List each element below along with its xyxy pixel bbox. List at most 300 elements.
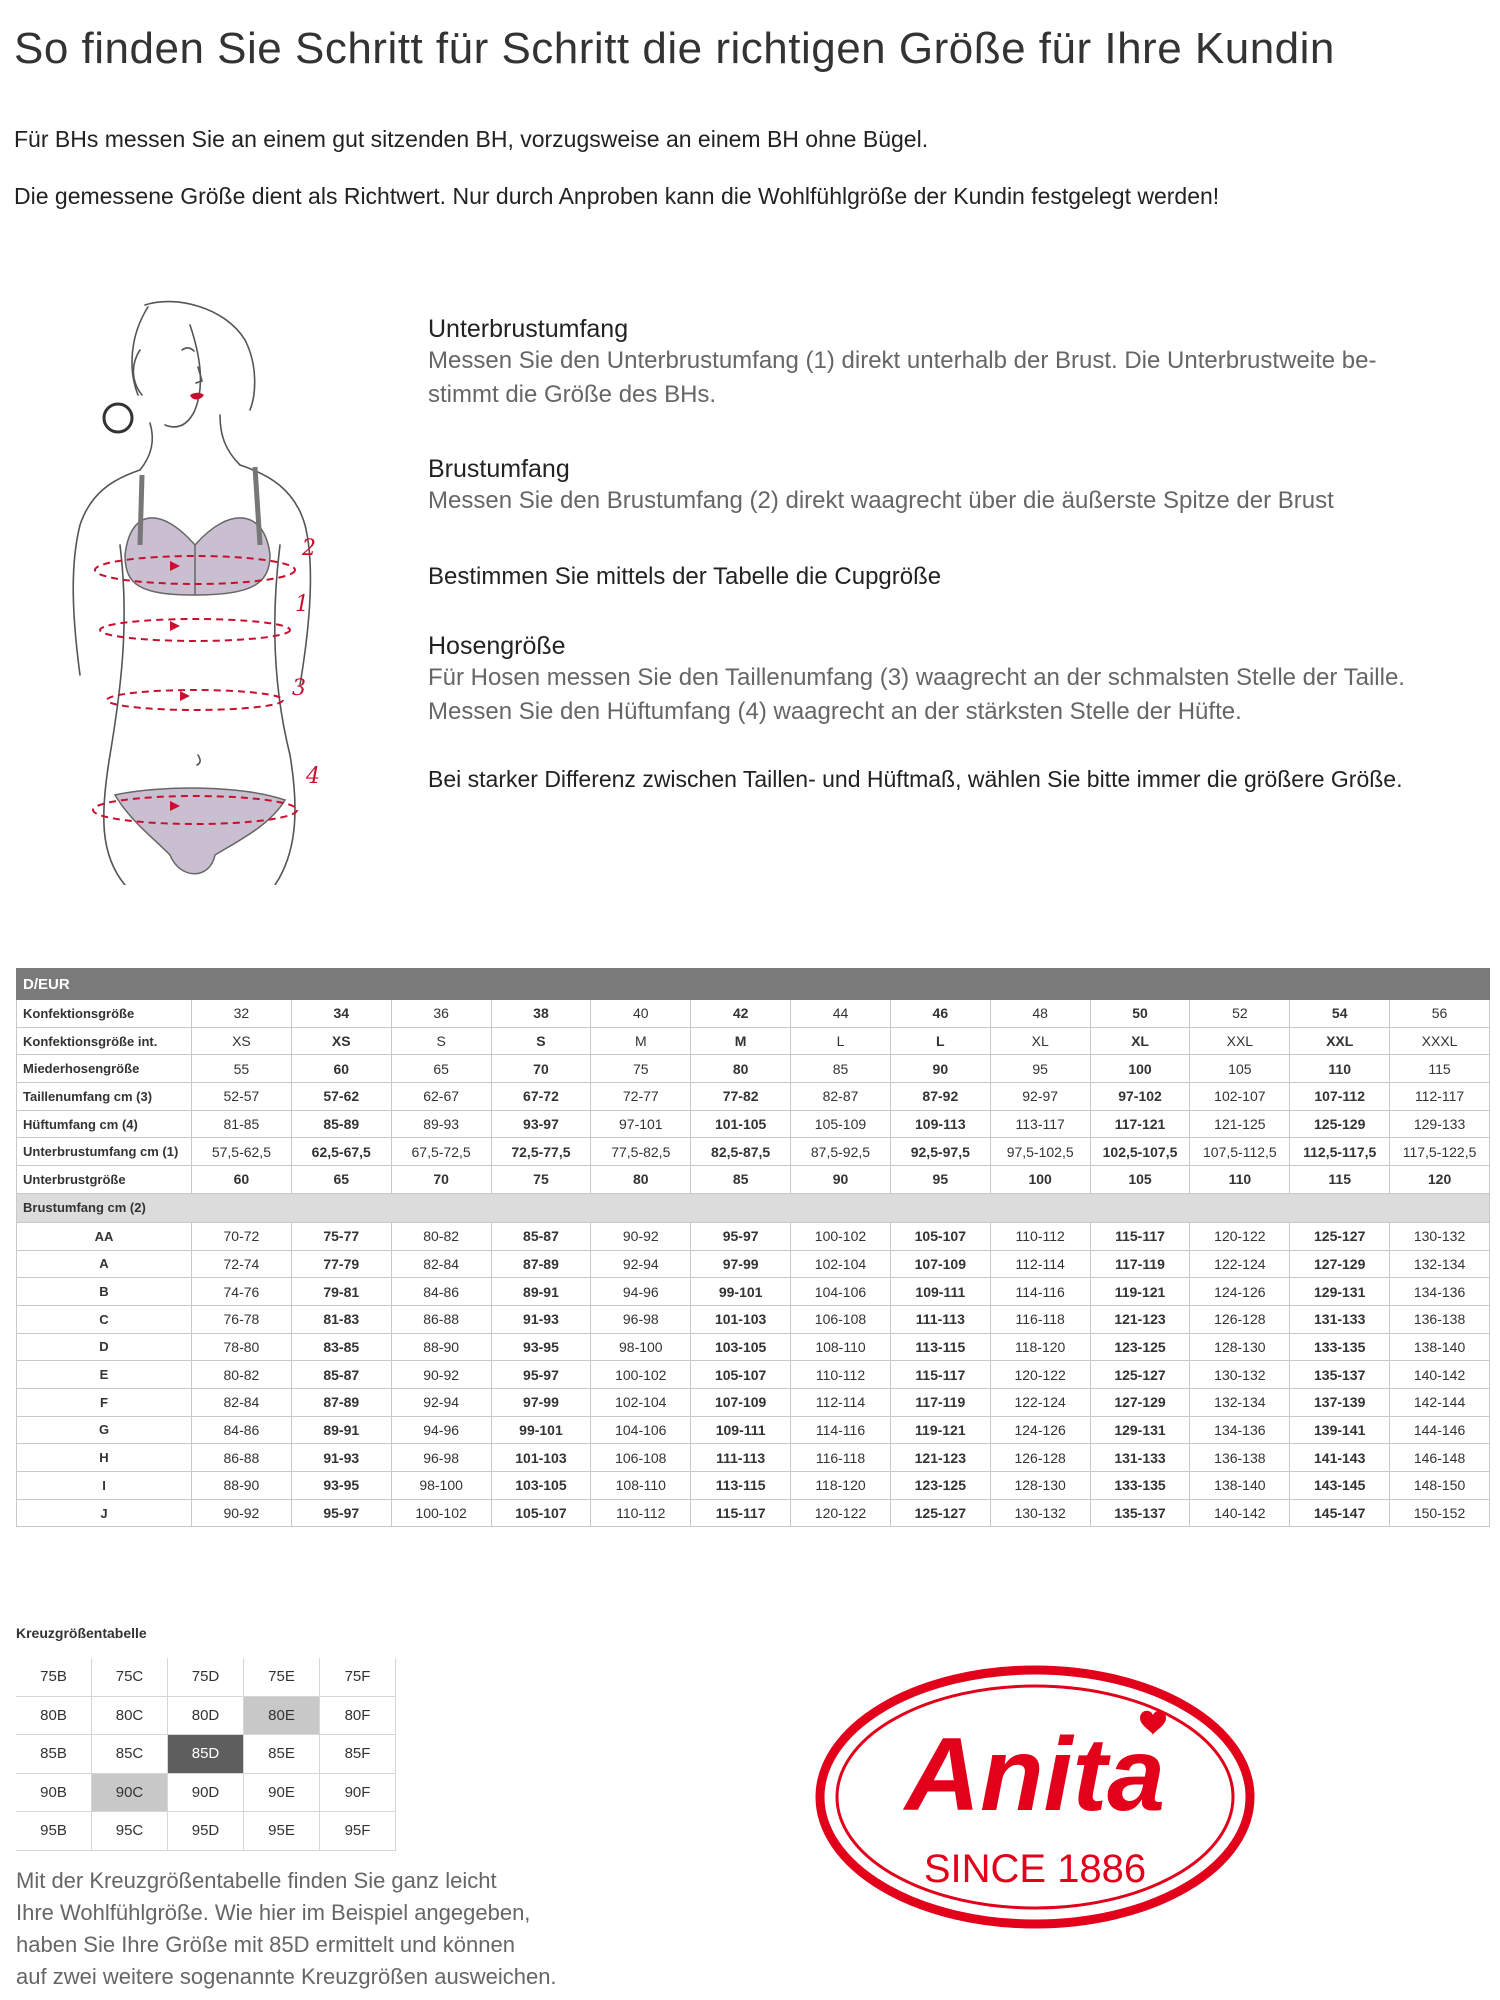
table-cell: 133-135 xyxy=(1090,1472,1190,1500)
table-cell: 118-120 xyxy=(791,1472,891,1500)
table-cell: 109-113 xyxy=(890,1110,990,1138)
table-cell: 100-102 xyxy=(591,1361,691,1389)
table-cell: 32 xyxy=(192,1000,292,1028)
table-cell: 82-84 xyxy=(391,1250,491,1278)
table-cell: 83-85 xyxy=(291,1333,391,1361)
cup-label: I xyxy=(17,1472,192,1500)
page-title: So finden Sie Schritt für Schritt die richtigen Größe für Ihre Kundin xyxy=(14,24,1335,73)
table-cell: 129-133 xyxy=(1390,1110,1490,1138)
table-cell: 104-106 xyxy=(791,1278,891,1306)
table-cell: 90-92 xyxy=(391,1361,491,1389)
table-cell: 93-95 xyxy=(491,1333,591,1361)
kreuz-table xyxy=(16,1658,396,1851)
table-cell: 107-109 xyxy=(890,1250,990,1278)
table-cell: 122-124 xyxy=(1190,1250,1290,1278)
table-cell: 143-145 xyxy=(1290,1472,1390,1500)
table-cell: 110 xyxy=(1290,1055,1390,1083)
table-cell: 92,5-97,5 xyxy=(890,1138,990,1166)
kreuz-cell: 90B xyxy=(16,1773,92,1812)
table-cell: 128-130 xyxy=(990,1472,1090,1500)
table-cell: 86-88 xyxy=(192,1444,292,1472)
table-cell: 112-114 xyxy=(990,1250,1090,1278)
row-label: Konfektionsgröße xyxy=(17,1000,192,1028)
table-cell: 54 xyxy=(1290,1000,1390,1028)
table-cell: 67-72 xyxy=(491,1083,591,1111)
table-cell: 70 xyxy=(391,1166,491,1194)
kreuz-cell: 75C xyxy=(92,1658,168,1696)
table-header-row xyxy=(17,969,1490,1000)
table-cell: 50 xyxy=(1090,1000,1190,1028)
table-cell: 117-119 xyxy=(890,1388,990,1416)
table-cell: XXL xyxy=(1290,1027,1390,1055)
table-cell: 80 xyxy=(691,1055,791,1083)
table-cell: 107-109 xyxy=(691,1388,791,1416)
table-cell: 101-103 xyxy=(691,1305,791,1333)
table-row xyxy=(17,1083,1490,1111)
kreuz-row xyxy=(16,1812,396,1851)
table-cell: 101-103 xyxy=(491,1444,591,1472)
table-cell: 105-107 xyxy=(491,1499,591,1527)
table-row xyxy=(17,1166,1490,1194)
table-cell: 115-117 xyxy=(1090,1222,1190,1250)
table-cell: 118-120 xyxy=(990,1333,1090,1361)
table-cell: S xyxy=(491,1027,591,1055)
table-cell: 136-138 xyxy=(1390,1305,1490,1333)
table-cell: 80-82 xyxy=(391,1222,491,1250)
table-cell: 46 xyxy=(890,1000,990,1028)
table-cell: 84-86 xyxy=(391,1278,491,1306)
underbust-heading: Unterbrustumfang xyxy=(428,315,629,343)
table-cell: 144-146 xyxy=(1390,1416,1490,1444)
table-cell: 126-128 xyxy=(990,1444,1090,1472)
pants-heading: Hosengröße xyxy=(428,632,566,660)
table-cell: 140-142 xyxy=(1390,1361,1490,1389)
table-cell: 40 xyxy=(591,1000,691,1028)
table-cell: 114-116 xyxy=(791,1416,891,1444)
table-cell: 112-114 xyxy=(791,1388,891,1416)
cup-label: E xyxy=(17,1361,192,1389)
table-cell: 120-122 xyxy=(990,1361,1090,1389)
pants-text-1: Für Hosen messen Sie den Taillenumfang (3) waagrecht an der schmalsten Stelle der Taille. xyxy=(428,664,1405,691)
cup-label: J xyxy=(17,1499,192,1527)
table-cell: 124-126 xyxy=(990,1416,1090,1444)
table-cell: M xyxy=(591,1027,691,1055)
table-cell: 97-101 xyxy=(591,1110,691,1138)
table-cell: 126-128 xyxy=(1190,1305,1290,1333)
kreuz-row xyxy=(16,1773,396,1812)
cup-row xyxy=(17,1305,1490,1333)
table-cell: 120-122 xyxy=(1190,1222,1290,1250)
bra-shape xyxy=(125,467,270,595)
table-cell: 114-116 xyxy=(990,1278,1090,1306)
underbust-text-2: stimmt die Größe des BHs. xyxy=(428,381,717,408)
table-cell: 85 xyxy=(791,1055,891,1083)
bust-heading: Brustumfang xyxy=(428,455,570,483)
table-cell: 80 xyxy=(591,1166,691,1194)
kreuz-cell: 85F xyxy=(320,1735,396,1774)
table-cell: 132-134 xyxy=(1190,1388,1290,1416)
row-label: Unterbrustumfang cm (1) xyxy=(17,1138,192,1166)
table-cell: 116-118 xyxy=(990,1305,1090,1333)
row-label: Unterbrustgröße xyxy=(17,1166,192,1194)
pants-section xyxy=(428,632,1478,729)
kreuz-text-line-3: haben Sie Ihre Größe mit 85D ermittelt und können xyxy=(16,1932,515,1957)
table-cell: 100-102 xyxy=(791,1222,891,1250)
table-cell: 70 xyxy=(491,1055,591,1083)
cup-label: A xyxy=(17,1250,192,1278)
table-cell: 92-94 xyxy=(591,1250,691,1278)
intro-line-1: Für BHs messen Sie an einem gut sitzenden BH, vorzugsweise an einem BH ohne Bügel. xyxy=(14,126,929,152)
bust-header: Brustumfang cm (2) xyxy=(17,1193,1490,1222)
table-cell: 86-88 xyxy=(391,1305,491,1333)
table-cell: 81-83 xyxy=(291,1305,391,1333)
cup-label: C xyxy=(17,1305,192,1333)
table-cell: 113-115 xyxy=(890,1333,990,1361)
table-cell: 52 xyxy=(1190,1000,1290,1028)
table-cell: 103-105 xyxy=(491,1472,591,1500)
kreuz-cell: 90C xyxy=(92,1773,168,1812)
table-cell: 124-126 xyxy=(1190,1278,1290,1306)
table-cell: 95-97 xyxy=(691,1222,791,1250)
table-cell: 117-119 xyxy=(1090,1250,1190,1278)
table-cell: 84-86 xyxy=(192,1416,292,1444)
kreuz-cell: 85B xyxy=(16,1735,92,1774)
table-cell: 56 xyxy=(1390,1000,1490,1028)
table-cell: XXL xyxy=(1190,1027,1290,1055)
kreuz-text-line-1: Mit der Kreuzgrößentabelle finden Sie ganz leicht xyxy=(16,1868,497,1893)
kreuz-cell: 80E xyxy=(244,1696,320,1735)
table-cell: 81-85 xyxy=(192,1110,292,1138)
row-label: Konfektionsgröße int. xyxy=(17,1027,192,1055)
cup-label: G xyxy=(17,1416,192,1444)
row-label: Taillenumfang cm (3) xyxy=(17,1083,192,1111)
table-cell: 70-72 xyxy=(192,1222,292,1250)
table-cell: 65 xyxy=(391,1055,491,1083)
cup-row xyxy=(17,1333,1490,1361)
table-cell: 87-92 xyxy=(890,1083,990,1111)
kreuz-text-line-2: Ihre Wohlfühlgröße. Wie hier im Beispiel angegeben, xyxy=(16,1900,531,1925)
table-cell: 88-90 xyxy=(192,1472,292,1500)
table-cell: 100 xyxy=(1090,1055,1190,1083)
table-cell: 129-131 xyxy=(1090,1416,1190,1444)
table-cell: 97-99 xyxy=(491,1388,591,1416)
table-cell: 113-115 xyxy=(691,1472,791,1500)
table-cell: 97-102 xyxy=(1090,1083,1190,1111)
table-cell: 117-121 xyxy=(1090,1110,1190,1138)
table-cell: 102-107 xyxy=(1190,1083,1290,1111)
table-cell: 113-117 xyxy=(990,1110,1090,1138)
table-cell: L xyxy=(890,1027,990,1055)
table-cell: S xyxy=(391,1027,491,1055)
kreuz-cell: 75D xyxy=(168,1658,244,1696)
bust-text: Messen Sie den Brustumfang (2) direkt waagrecht über die äußerste Spitze der Brust xyxy=(428,487,1334,514)
table-cell: 38 xyxy=(491,1000,591,1028)
table-cell: 97,5-102,5 xyxy=(990,1138,1090,1166)
table-cell: 98-100 xyxy=(591,1333,691,1361)
table-cell: 44 xyxy=(791,1000,891,1028)
cup-label: D xyxy=(17,1333,192,1361)
kreuz-cell: 80F xyxy=(320,1696,396,1735)
table-cell: 93-97 xyxy=(491,1110,591,1138)
table-header: D/EUR xyxy=(17,969,1490,1000)
table-cell: 148-150 xyxy=(1390,1472,1490,1500)
table-cell: 94-96 xyxy=(591,1278,691,1306)
table-cell: 110-112 xyxy=(791,1361,891,1389)
table-cell: 34 xyxy=(291,1000,391,1028)
table-cell: 108-110 xyxy=(791,1333,891,1361)
table-cell: 98-100 xyxy=(391,1472,491,1500)
table-cell: 127-129 xyxy=(1090,1388,1190,1416)
kreuz-cell: 85D xyxy=(168,1735,244,1774)
table-cell: 95 xyxy=(990,1055,1090,1083)
kreuz-cell: 90D xyxy=(168,1773,244,1812)
kreuz-row xyxy=(16,1735,396,1774)
table-cell: 135-137 xyxy=(1090,1499,1190,1527)
table-cell: 130-132 xyxy=(990,1499,1090,1527)
marker-3: 3 xyxy=(292,676,306,701)
kreuz-cell: 90E xyxy=(244,1773,320,1812)
table-cell: 48 xyxy=(990,1000,1090,1028)
table-cell: 106-108 xyxy=(591,1444,691,1472)
table-cell: 76-78 xyxy=(192,1305,292,1333)
table-cell: 131-133 xyxy=(1290,1305,1390,1333)
table-cell: 145-147 xyxy=(1290,1499,1390,1527)
table-cell: 96-98 xyxy=(391,1444,491,1472)
table-cell: 82-84 xyxy=(192,1388,292,1416)
table-cell: 121-125 xyxy=(1190,1110,1290,1138)
table-cell: 102-104 xyxy=(791,1250,891,1278)
table-cell: 142-144 xyxy=(1390,1388,1490,1416)
table-cell: 112,5-117,5 xyxy=(1290,1138,1390,1166)
table-cell: 132-134 xyxy=(1390,1250,1490,1278)
table-cell: 90-92 xyxy=(192,1499,292,1527)
cup-label: H xyxy=(17,1444,192,1472)
logo-wordmark: Anita xyxy=(905,1717,1165,1833)
table-cell: 82-87 xyxy=(791,1083,891,1111)
table-cell: XL xyxy=(990,1027,1090,1055)
kreuz-cell: 75F xyxy=(320,1658,396,1696)
kreuz-cell: 90F xyxy=(320,1773,396,1812)
table-cell: 119-121 xyxy=(890,1416,990,1444)
table-cell: 105 xyxy=(1090,1166,1190,1194)
table-cell: 122-124 xyxy=(990,1388,1090,1416)
table-cell: L xyxy=(791,1027,891,1055)
table-cell: 72,5-77,5 xyxy=(491,1138,591,1166)
table-cell: 121-123 xyxy=(890,1444,990,1472)
table-cell: 57,5-62,5 xyxy=(192,1138,292,1166)
cup-row xyxy=(17,1222,1490,1250)
table-cell: 36 xyxy=(391,1000,491,1028)
table-cell: 57-62 xyxy=(291,1083,391,1111)
table-cell: 127-129 xyxy=(1290,1250,1390,1278)
table-cell: 105-109 xyxy=(791,1110,891,1138)
cup-label: B xyxy=(17,1278,192,1306)
table-cell: 85-89 xyxy=(291,1110,391,1138)
table-cell: 150-152 xyxy=(1390,1499,1490,1527)
table-cell: 91-93 xyxy=(491,1305,591,1333)
table-cell: 120 xyxy=(1390,1166,1490,1194)
table-cell: 111-113 xyxy=(691,1444,791,1472)
table-cell: 89-91 xyxy=(291,1416,391,1444)
anita-logo xyxy=(810,1660,1260,1935)
table-cell: 103-105 xyxy=(691,1333,791,1361)
table-row xyxy=(17,1055,1490,1083)
bust-header-row xyxy=(17,1193,1490,1222)
kreuz-cell: 80B xyxy=(16,1696,92,1735)
underbust-text-1: Messen Sie den Unterbrustumfang (1) direkt unterhalb der Brust. Die Unterbrustweite be- xyxy=(428,347,1377,374)
table-cell: 77-79 xyxy=(291,1250,391,1278)
table-cell: 97-99 xyxy=(691,1250,791,1278)
table-cell: 102,5-107,5 xyxy=(1090,1138,1190,1166)
table-cell: 110 xyxy=(1190,1166,1290,1194)
table-cell: XS xyxy=(192,1027,292,1055)
table-cell: 75 xyxy=(591,1055,691,1083)
table-cell: 94-96 xyxy=(391,1416,491,1444)
table-cell: 110-112 xyxy=(990,1222,1090,1250)
table-cell: 62-67 xyxy=(391,1083,491,1111)
table-cell: 106-108 xyxy=(791,1305,891,1333)
kreuz-row xyxy=(16,1696,396,1735)
table-cell: 105-107 xyxy=(691,1361,791,1389)
table-cell: 123-125 xyxy=(1090,1333,1190,1361)
kreuz-label: Kreuzgrößentabelle xyxy=(16,1625,147,1641)
table-cell: 125-127 xyxy=(1290,1222,1390,1250)
table-cell: M xyxy=(691,1027,791,1055)
table-cell: 115-117 xyxy=(890,1361,990,1389)
table-row xyxy=(17,1027,1490,1055)
table-cell: 101-105 xyxy=(691,1110,791,1138)
table-cell: 85-87 xyxy=(291,1361,391,1389)
table-cell: 138-140 xyxy=(1190,1472,1290,1500)
table-cell: 87,5-92,5 xyxy=(791,1138,891,1166)
table-cell: 108-110 xyxy=(591,1472,691,1500)
table-cell: 117,5-122,5 xyxy=(1390,1138,1490,1166)
kreuz-cell: 95B xyxy=(16,1812,92,1851)
table-cell: 74-76 xyxy=(192,1278,292,1306)
table-cell: 134-136 xyxy=(1390,1278,1490,1306)
bust-section xyxy=(428,455,1478,518)
table-cell: 87-89 xyxy=(291,1388,391,1416)
table-cell: 130-132 xyxy=(1390,1222,1490,1250)
intro-line-2: Die gemessene Größe dient als Richtwert. Nur durch Anproben kann die Wohlfühlgröße der Kundin festgelegt werden! xyxy=(14,183,1220,209)
table-cell: 111-113 xyxy=(890,1305,990,1333)
table-cell: 90 xyxy=(890,1055,990,1083)
size-table xyxy=(16,968,1490,1527)
table-cell: 102-104 xyxy=(591,1388,691,1416)
cup-row xyxy=(17,1278,1490,1306)
table-cell: 139-141 xyxy=(1290,1416,1390,1444)
table-cell: 123-125 xyxy=(890,1472,990,1500)
table-cell: 62,5-67,5 xyxy=(291,1138,391,1166)
table-cell: 75 xyxy=(491,1166,591,1194)
table-cell: 109-111 xyxy=(890,1278,990,1306)
kreuz-cell: 85E xyxy=(244,1735,320,1774)
table-cell: 42 xyxy=(691,1000,791,1028)
table-cell: 80-82 xyxy=(192,1361,292,1389)
cup-label: F xyxy=(17,1388,192,1416)
table-cell: 52-57 xyxy=(192,1083,292,1111)
kreuz-cell: 95C xyxy=(92,1812,168,1851)
table-row xyxy=(17,1138,1490,1166)
table-cell: 77-82 xyxy=(691,1083,791,1111)
kreuz-text xyxy=(16,1865,576,1993)
table-cell: 96-98 xyxy=(591,1305,691,1333)
table-cell: 78-80 xyxy=(192,1333,292,1361)
table-cell: 133-135 xyxy=(1290,1333,1390,1361)
table-cell: 88-90 xyxy=(391,1333,491,1361)
marker-2: 2 xyxy=(302,536,316,561)
kreuz-cell: 80C xyxy=(92,1696,168,1735)
table-cell: 85-87 xyxy=(491,1222,591,1250)
table-cell: 65 xyxy=(291,1166,391,1194)
cup-text: Bestimmen Sie mittels der Tabelle die Cupgröße xyxy=(428,563,942,590)
cup-row xyxy=(17,1499,1490,1527)
table-cell: 55 xyxy=(192,1055,292,1083)
table-cell: 100 xyxy=(990,1166,1090,1194)
table-cell: 60 xyxy=(192,1166,292,1194)
table-cell: 99-101 xyxy=(691,1278,791,1306)
cup-row xyxy=(17,1416,1490,1444)
kreuz-row xyxy=(16,1658,396,1696)
table-cell: 89-93 xyxy=(391,1110,491,1138)
table-cell: 92-94 xyxy=(391,1388,491,1416)
cup-label: AA xyxy=(17,1222,192,1250)
table-cell: 100-102 xyxy=(391,1499,491,1527)
table-cell: XS xyxy=(291,1027,391,1055)
table-cell: 72-77 xyxy=(591,1083,691,1111)
table-cell: 129-131 xyxy=(1290,1278,1390,1306)
table-cell: 116-118 xyxy=(791,1444,891,1472)
cup-row xyxy=(17,1472,1490,1500)
table-cell: 79-81 xyxy=(291,1278,391,1306)
table-cell: 60 xyxy=(291,1055,391,1083)
logo-tagline: SINCE 1886 xyxy=(923,1847,1147,1891)
table-cell: 125-127 xyxy=(1090,1361,1190,1389)
table-cell: 85 xyxy=(691,1166,791,1194)
cup-row xyxy=(17,1388,1490,1416)
table-cell: 121-123 xyxy=(1090,1305,1190,1333)
table-cell: 135-137 xyxy=(1290,1361,1390,1389)
table-cell: 77,5-82,5 xyxy=(591,1138,691,1166)
underbust-section xyxy=(428,315,1478,412)
table-cell: XL xyxy=(1090,1027,1190,1055)
table-cell: 67,5-72,5 xyxy=(391,1138,491,1166)
table-cell: 105-107 xyxy=(890,1222,990,1250)
table-cell: 146-148 xyxy=(1390,1444,1490,1472)
table-row xyxy=(17,1110,1490,1138)
table-cell: XXXL xyxy=(1390,1027,1490,1055)
kreuz-text-line-4: auf zwei weitere sogenannte Kreuzgrößen ausweichen. xyxy=(16,1964,557,1989)
table-cell: 125-129 xyxy=(1290,1110,1390,1138)
briefs-shape xyxy=(115,788,285,874)
table-cell: 109-111 xyxy=(691,1416,791,1444)
table-cell: 130-132 xyxy=(1190,1361,1290,1389)
kreuz-cell: 75E xyxy=(244,1658,320,1696)
row-label: Hüftumfang cm (4) xyxy=(17,1110,192,1138)
table-cell: 93-95 xyxy=(291,1472,391,1500)
measurement-figure xyxy=(70,295,360,885)
table-cell: 82,5-87,5 xyxy=(691,1138,791,1166)
cup-row xyxy=(17,1361,1490,1389)
note-section xyxy=(428,766,1478,793)
cup-row xyxy=(17,1444,1490,1472)
table-cell: 119-121 xyxy=(1090,1278,1190,1306)
table-cell: 89-91 xyxy=(491,1278,591,1306)
pants-text-2: Messen Sie den Hüftumfang (4) waagrecht an der stärksten Stelle der Hüfte. xyxy=(428,698,1242,725)
table-cell: 72-74 xyxy=(192,1250,292,1278)
difference-note: Bei starker Differenz zwischen Taillen- und Hüftmaß, wählen Sie bitte immer die größere Größe. xyxy=(428,766,1403,792)
table-cell: 138-140 xyxy=(1390,1333,1490,1361)
